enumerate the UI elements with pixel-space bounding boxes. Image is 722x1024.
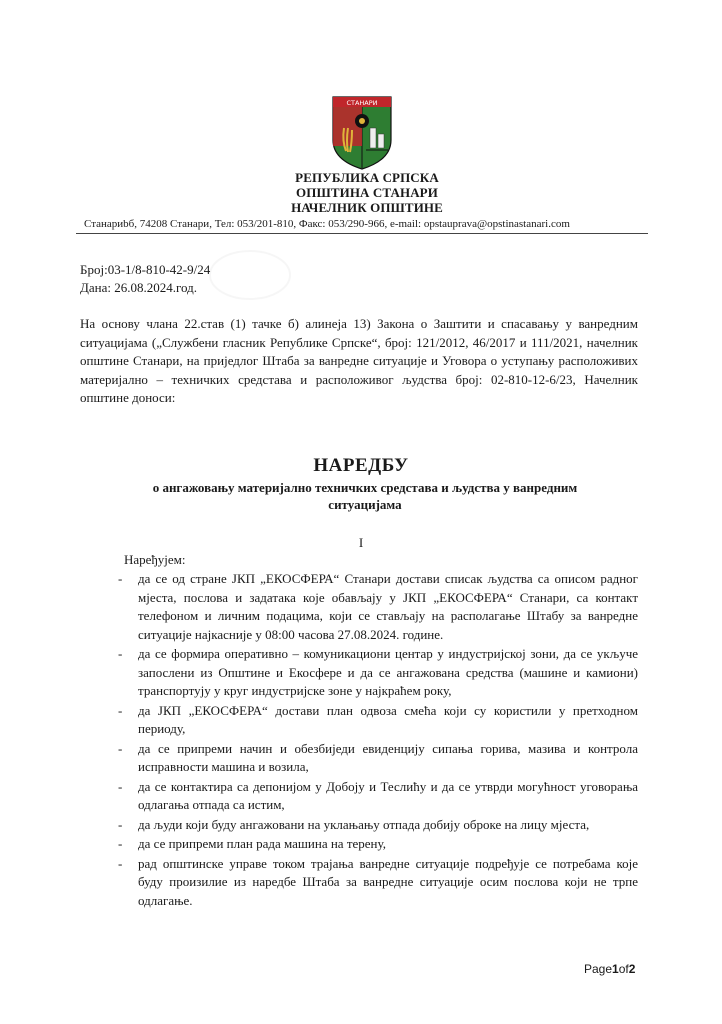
municipality-crest-logo xyxy=(332,96,392,170)
document-subtitle: о ангажовању материјално техничких средстава и људства у ванредним ситуацијама xyxy=(152,480,578,512)
list-item xyxy=(118,816,638,835)
page-current: 1 xyxy=(612,962,619,976)
list-item-text: да ЈКП „ЕКОСФЕРА“ достави план одвоза смећа који су користили у претходном периоду, xyxy=(138,702,638,736)
list-dash: - xyxy=(118,646,123,661)
page-separator: of xyxy=(618,962,629,976)
page-total: 2 xyxy=(628,962,636,976)
section-number: I xyxy=(358,535,364,550)
orders-label: Наређујем: xyxy=(124,552,186,567)
list-item-text: рад општинске управе током трајања ванредне ситуације подређује се потребама које буду произилие из наредбе Штаба за ванредне ситуације осим послова који не трпе одлагање. xyxy=(138,855,638,908)
header-contact-line: Станариbб, 74208 Станари, Тел: 053/201-810, Факс: 053/290-966, e-mail: opstauprava@opstinastanari.com xyxy=(84,218,570,230)
list-item xyxy=(118,835,638,854)
list-dash: - xyxy=(118,740,123,756)
header-municipality: ОПШТИНА СТАНАРИ xyxy=(296,185,438,200)
header-mayor: НАЧЕЛНИК ОПШТИНЕ xyxy=(291,200,443,215)
page-prefix: Page xyxy=(584,962,613,976)
list-item xyxy=(118,778,638,815)
list-dash: - xyxy=(118,855,123,871)
header-republic: РЕПУБЛИКА СРПСКА xyxy=(295,170,439,185)
list-item xyxy=(118,855,638,911)
list-dash: - xyxy=(118,702,123,718)
page-number xyxy=(584,962,635,976)
document-number: Број:03-1/8-810-42-9/24 xyxy=(80,262,211,277)
orders-list xyxy=(118,570,638,911)
list-item xyxy=(118,570,638,644)
list-item-text: да се од стране ЈКП „ЕКОСФЕРА“ Станари достави списак људства са описом радног мјеста, послова и задатака које обављају у ЈКП „ЕКОСФЕРА“ Станари, са контакт телефоном и личним подацима, који се стављају на располагање Штабу за ванредне ситуације најкасније у 08:00 часова 27.08.2024. године. xyxy=(138,571,638,642)
list-item-text: да се припреми начин и обезбиједи евиденцију сипања горива, мазива и контрола исправности машина и возила, xyxy=(138,740,638,774)
list-dash: - xyxy=(118,836,123,851)
document-date: Дана: 26.08.2024.год. xyxy=(80,280,197,295)
list-item-text: да се припреми план рада машина на терену, xyxy=(138,836,386,851)
header-divider xyxy=(76,233,648,234)
list-item-text: да се формира оперативно – комуникациони центар у индустријској зони, да се укључе запослени из Општине и Екосфере и да се ангажована средства (машине и камиони) транспортују у круг индустријске зоне у најкраћем року, xyxy=(138,646,638,698)
document-title: НАРЕДБУ xyxy=(313,455,409,476)
crest-banner-text: СТАНАРИ xyxy=(346,99,378,107)
list-item xyxy=(118,645,638,701)
list-dash: - xyxy=(118,816,123,832)
list-item xyxy=(118,740,638,777)
intro-paragraph: На основу члана 22.став (1) тачке б) алинеја 13) Закона о Заштити и спасавању у ванредним ситуацијама („Службени гласник Републике Српске“, број: 121/2012, 46/2017 и 111/2021, начелник општине Станари, на приједлог Штаба за ванредне ситуације и Уговора о уступању расположивих материјално – техничких средстава и расположивог људства број: 02-810-12-6/23, Начелник општине доноси: xyxy=(80,316,638,405)
list-item-text: да људи који буду ангажовани на уклањању отпада добију оброке на лицу мјеста, xyxy=(138,816,590,832)
list-dash: - xyxy=(118,571,123,586)
list-item-text: да се контактира са депонијом у Добоју и Теслићу и да се утврди могућност уговорања одлагања отпада са истим, xyxy=(138,778,638,812)
faint-stamp-watermark xyxy=(205,245,295,305)
list-item xyxy=(118,702,638,739)
list-dash: - xyxy=(118,778,123,794)
